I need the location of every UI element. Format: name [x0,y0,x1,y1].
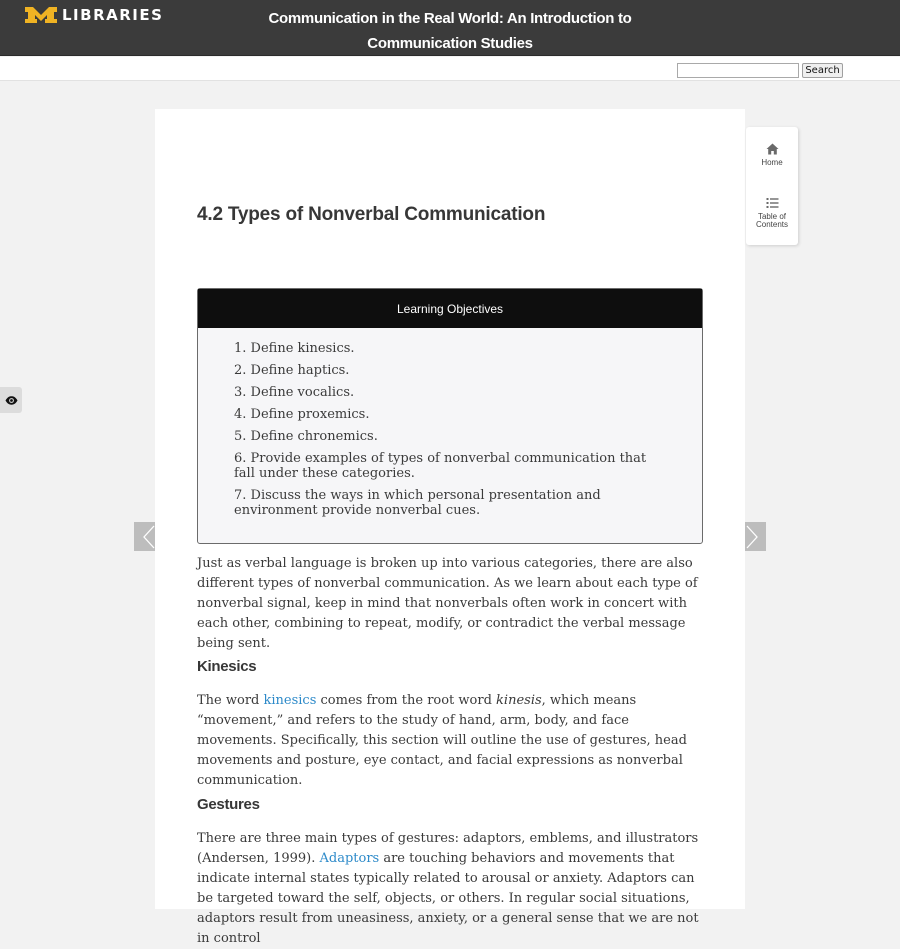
paragraph-text: , which means “movement,” and refers to the study of hand, arm, body, and face movements. Specifically, this section will outline the use of gestures, head movements and posture, eye contact, and facial expressions as nonverbal communication. [197,693,687,788]
logo-text: LIBRARIES [62,6,164,24]
accessibility-toggle[interactable] [0,387,22,413]
libraries-logo[interactable] [24,5,163,25]
book-title[interactable]: Communication in the Real World: An Introduction to Communication Studies [268,10,632,52]
search-input[interactable] [677,63,799,78]
home-label: Home [761,158,783,167]
chapter-content [155,109,745,946]
paragraph-text: There are three main types of gestures: adaptors, emblems, and illustrators (Andersen, 1999). [197,831,699,866]
site-header [0,0,900,56]
gestures-paragraph [197,829,705,949]
list-item: 4. Define proxemics. [234,407,370,422]
kinesis-term: kinesis [496,693,542,708]
learning-objectives-heading: Learning Objectives [198,289,702,328]
chevron-right-icon [745,525,759,549]
intro-paragraph: Just as verbal language is broken up into various categories, there are also different types of nonverbal communication. As we learn about each type of nonverbal signal, keep in mind that nonverbals often work in concert with each other, combining to repeat, modify, or contradict the verbal message being sent. [197,556,698,651]
home-icon [766,143,779,155]
chapter-title: 4.2 Types of Nonverbal Communication [197,204,546,225]
learning-objectives-list [198,328,702,518]
adaptors-link[interactable]: Adaptors [319,851,380,866]
paragraph-text: comes from the root word [316,693,497,708]
list-item: 2. Define haptics. [234,363,350,378]
list-item: 3. Define vocalics. [234,385,355,400]
learning-objectives-box [197,288,703,544]
kinesics-link[interactable]: kinesics [263,693,317,708]
toc-label: Table of Contents [755,212,789,229]
list-item: 7. Discuss the ways in which personal presentation and environment provide nonverbal cues. [234,488,601,518]
chevron-left-icon [142,525,156,549]
table-of-contents-button[interactable] [746,197,798,229]
list-item: 1. Define kinesics. [234,341,355,356]
home-nav-button[interactable] [746,143,798,167]
kinesics-paragraph [197,691,705,791]
search-button[interactable]: Search [802,63,843,78]
list-item: 5. Define chronemics. [234,429,378,444]
list-item: 6. Provide examples of types of nonverbal communication that fall under these categories. [234,451,647,481]
block-m-icon [24,6,58,24]
list-icon [766,197,779,209]
side-navigation [746,127,798,245]
paragraph-text: The word [197,693,264,708]
gestures-heading: Gestures [197,796,260,813]
paragraph-text: are touching behaviors and movements that indicate internal states typically related to arousal or anxiety. Adaptors can be targeted toward the self, objects, or others. In regular social situations, adaptors result from uneasiness, anxiety, or a general sense that we are not in control [197,851,699,946]
eye-icon [5,396,18,405]
search-bar [0,57,900,81]
kinesics-heading: Kinesics [197,658,257,675]
